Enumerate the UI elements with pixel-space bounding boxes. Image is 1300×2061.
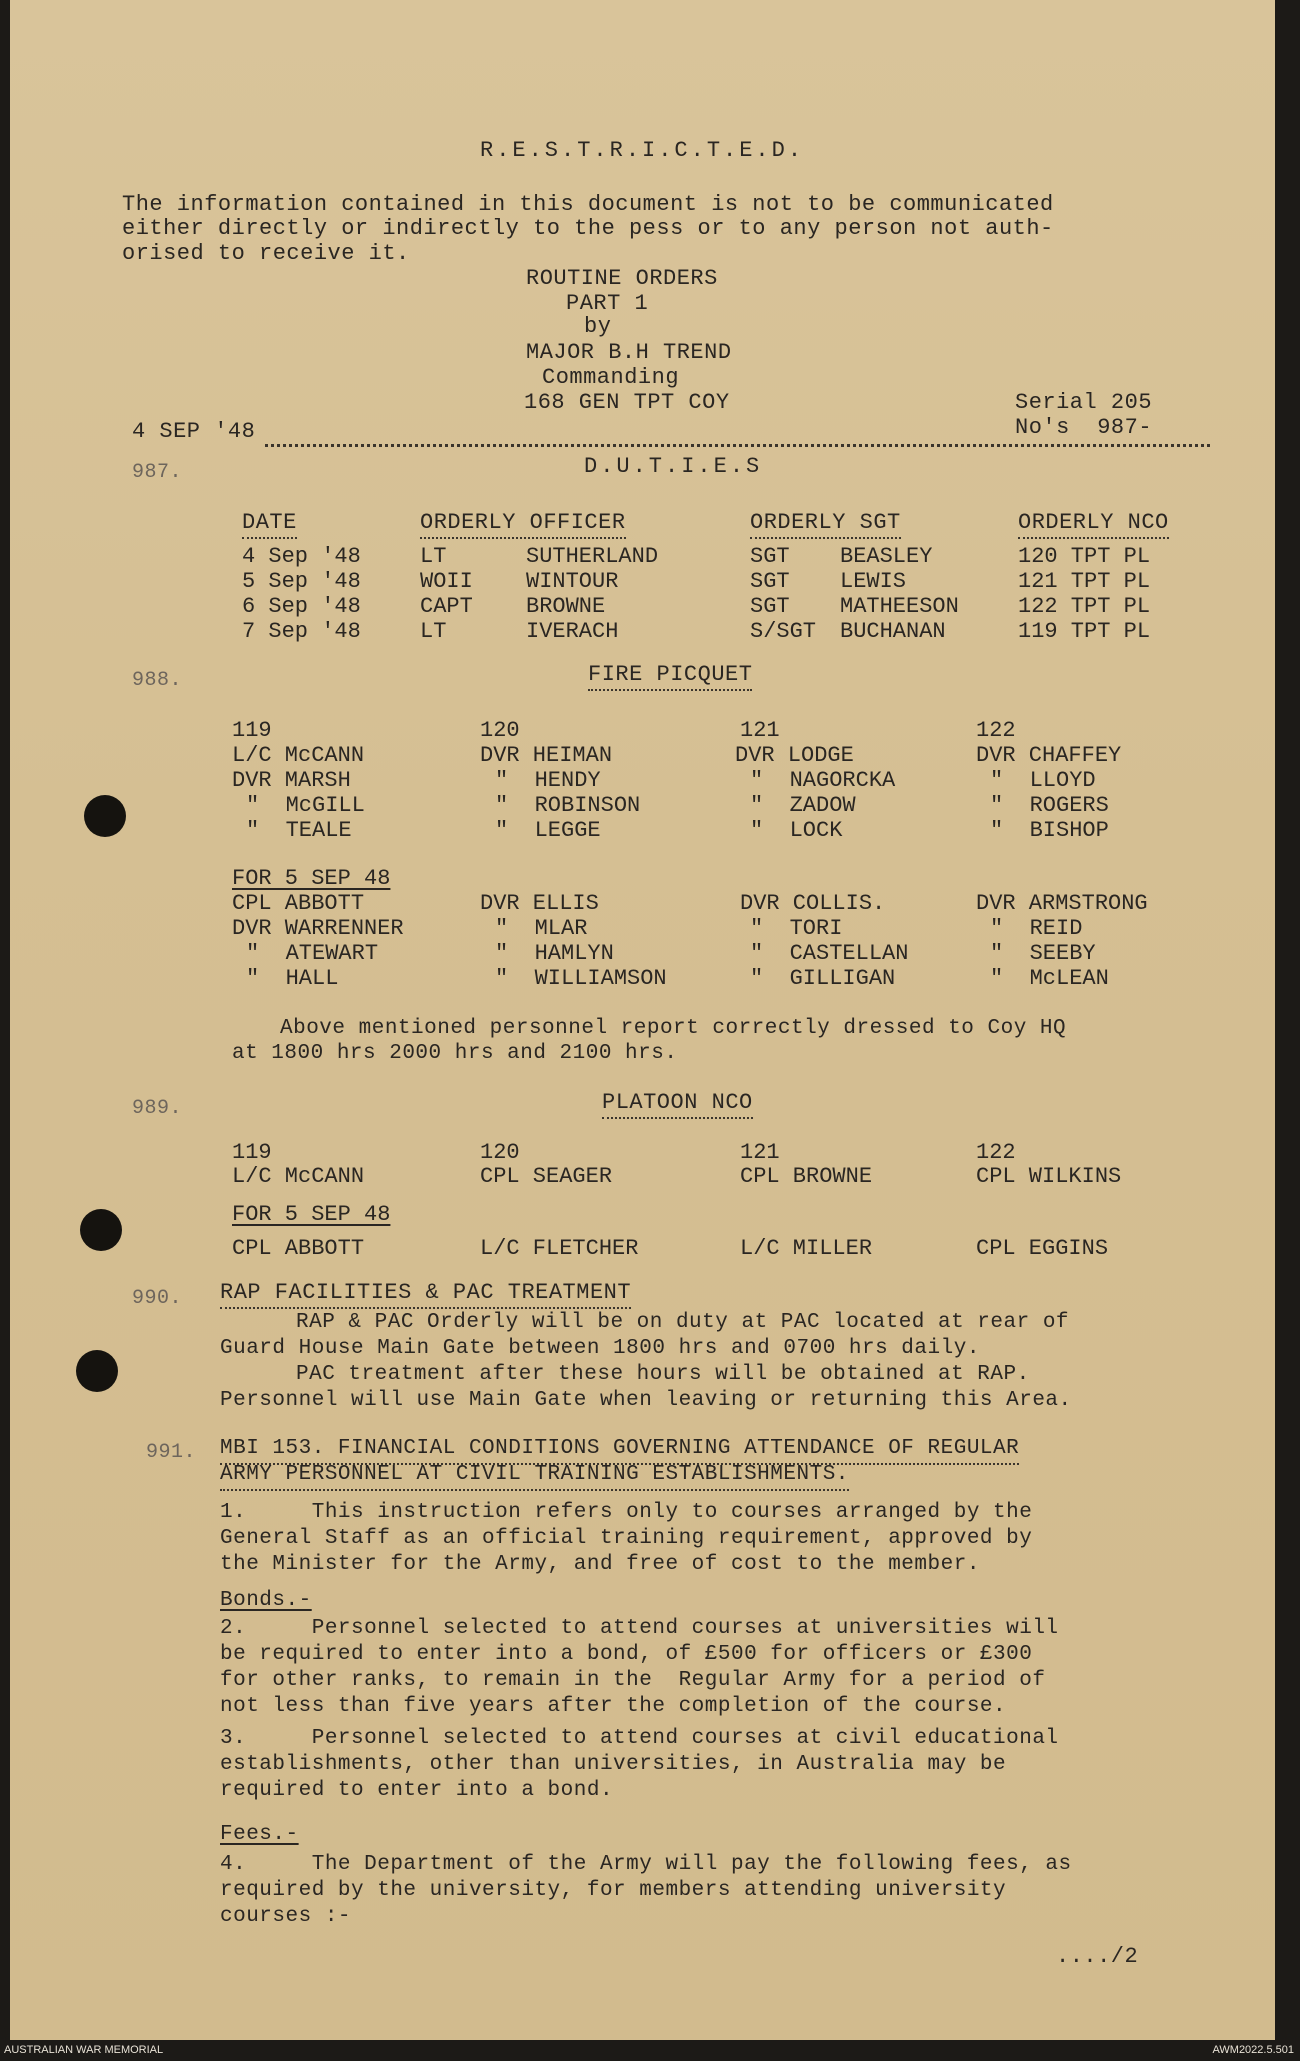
punch-hole xyxy=(80,1209,122,1251)
para-4-line: courses :- xyxy=(220,1905,352,1928)
sgt-name: MATHEESON xyxy=(840,594,959,619)
officer-rank: LT xyxy=(420,619,447,644)
restricted-heading: R.E.S.T.R.I.C.T.E.D. xyxy=(480,138,805,163)
punch-hole xyxy=(84,795,126,837)
picquet-member: DVR COLLIS. xyxy=(740,891,886,916)
nco-platoon: 121 TPT PL xyxy=(1018,569,1151,594)
picquet-member: " MLAR xyxy=(495,916,588,941)
picquet-member: " LEGGE xyxy=(495,818,601,843)
nco-platoon: 120 TPT PL xyxy=(1018,544,1151,569)
platoon-number: 121 xyxy=(740,1140,780,1165)
platoon-number: 120 xyxy=(480,718,520,743)
picquet-member: DVR WARRENNER xyxy=(232,916,404,941)
officer-name: SUTHERLAND xyxy=(526,544,659,569)
duties-heading: D.U.T.I.E.S xyxy=(584,454,763,479)
sgt-name: LEWIS xyxy=(840,569,907,594)
unit-name: 168 GEN TPT COY xyxy=(524,390,730,415)
picquet-member: " ZADOW xyxy=(750,793,856,818)
sgt-name: BEASLEY xyxy=(840,544,933,569)
picquet-member: DVR CHAFFEY xyxy=(976,743,1122,768)
picquet-member: DVR LODGE xyxy=(735,743,854,768)
para-2-line: not less than five years after the completion of the course. xyxy=(220,1695,1007,1718)
duty-date: 7 Sep '48 xyxy=(242,619,361,644)
picquet-member: " HALL xyxy=(246,966,339,991)
para-2-line: for other ranks, to remain in the Regular Army for a period of xyxy=(220,1669,1046,1692)
nco-name: L/C MILLER xyxy=(740,1236,873,1261)
para-3-line: establishments, other than universities, in Australia may be xyxy=(220,1753,1007,1776)
picquet-member: " LLOYD xyxy=(990,768,1096,793)
dotted-divider xyxy=(265,444,1210,447)
document-page xyxy=(10,0,1275,2040)
footer-reference: AWM2022.5.501 xyxy=(1212,2044,1294,2056)
sgt-name: BUCHANAN xyxy=(840,619,946,644)
picquet-member: " NAGORCKA xyxy=(750,768,896,793)
nco-name: CPL ABBOTT xyxy=(232,1236,365,1261)
picquet-member: DVR ELLIS xyxy=(480,891,599,916)
nco-name: L/C FLETCHER xyxy=(480,1236,639,1261)
sgt-rank: S/SGT xyxy=(750,619,817,644)
platoon-number: 122 xyxy=(976,718,1016,743)
duty-date: 5 Sep '48 xyxy=(242,569,361,594)
notice-line-1: The information contained in this document is not to be communicated xyxy=(122,192,1054,217)
part-title: PART 1 xyxy=(566,291,649,316)
picquet-member: " WILLIAMSON xyxy=(495,966,667,991)
commander-name: MAJOR B.H TREND xyxy=(526,340,732,365)
picquet-member: " TORI xyxy=(750,916,843,941)
officer-rank: WOII xyxy=(420,569,473,594)
nco-platoon: 122 TPT PL xyxy=(1018,594,1151,619)
picquet-member: " SEEBY xyxy=(990,941,1096,966)
platoon-number: 121 xyxy=(740,718,780,743)
sgt-rank: SGT xyxy=(750,569,790,594)
para-2-line: 2. Personnel selected to attend courses at universities will xyxy=(220,1617,1059,1640)
notice-line-2: either directly or indirectly to the pess or to any person not auth- xyxy=(122,216,1054,241)
picquet-second-heading: FOR 5 SEP 48 xyxy=(232,866,391,891)
by-line: by xyxy=(584,314,612,339)
para-4-line: 4. The Department of the Army will pay the following fees, as xyxy=(220,1853,1072,1876)
para-3-line: 3. Personnel selected to attend courses at civil educational xyxy=(220,1727,1059,1750)
para-1-line: General Staff as an official training requirement, approved by xyxy=(220,1527,1033,1550)
picquet-member: " TEALE xyxy=(246,818,352,843)
officer-name: BROWNE xyxy=(526,594,606,619)
notice-line-3: orised to receive it. xyxy=(122,241,410,266)
rap-line-3: PAC treatment after these hours will be obtained at RAP. xyxy=(296,1363,1030,1386)
platoon-nco-heading: PLATOON NCO xyxy=(602,1090,753,1119)
picquet-member: " LOCK xyxy=(750,818,843,843)
col-orderly-sgt: ORDERLY SGT xyxy=(750,510,901,539)
picquet-member: DVR HEIMAN xyxy=(480,743,613,768)
para-3-line: required to enter into a bond. xyxy=(220,1779,614,1802)
picquet-member: " REID xyxy=(990,916,1083,941)
mbi-heading-line-2: ARMY PERSONNEL AT CIVIL TRAINING ESTABLISHMENTS. xyxy=(220,1462,849,1491)
order-number-989: 989. xyxy=(132,1097,183,1120)
picquet-member: " GILLIGAN xyxy=(750,966,896,991)
picquet-note-line-1: Above mentioned personnel report correctly dressed to Coy HQ xyxy=(280,1017,1067,1040)
para-2-line: be required to enter into a bond, of £500 for officers or £300 xyxy=(220,1643,1033,1666)
nco-name: L/C McCANN xyxy=(232,1164,365,1189)
picquet-member: DVR MARSH xyxy=(232,768,351,793)
picquet-member: " ROGERS xyxy=(990,793,1109,818)
picquet-member: DVR ARMSTRONG xyxy=(976,891,1148,916)
rap-heading: RAP FACILITIES & PAC TREATMENT xyxy=(220,1280,631,1309)
footer-source: AUSTRALIAN WAR MEMORIAL xyxy=(4,2044,164,2056)
order-number-987: 987. xyxy=(132,461,183,484)
sgt-rank: SGT xyxy=(750,544,790,569)
routine-orders-title: ROUTINE ORDERS xyxy=(526,266,718,291)
duty-date: 4 Sep '48 xyxy=(242,544,361,569)
officer-name: IVERACH xyxy=(526,619,619,644)
fees-heading: Fees.- xyxy=(220,1823,299,1846)
col-orderly-officer: ORDERLY OFFICER xyxy=(420,510,626,539)
platoon-number: 122 xyxy=(976,1140,1016,1165)
fire-picquet-heading: FIRE PICQUET xyxy=(588,662,752,691)
picquet-member: " HENDY xyxy=(495,768,601,793)
col-orderly-nco: ORDERLY NCO xyxy=(1018,510,1169,539)
platoon-number: 119 xyxy=(232,1140,272,1165)
para-1-line: the Minister for the Army, and free of cost to the member. xyxy=(220,1553,980,1576)
mbi-heading-line-1: MBI 153. FINANCIAL CONDITIONS GOVERNING ATTENDANCE OF REGULAR xyxy=(220,1436,1019,1465)
picquet-member: " McLEAN xyxy=(990,966,1109,991)
order-number-991: 991. xyxy=(146,1441,197,1464)
col-date: DATE xyxy=(242,510,297,539)
platoon-number: 120 xyxy=(480,1140,520,1165)
picquet-member: " CASTELLAN xyxy=(750,941,909,966)
officer-name: WINTOUR xyxy=(526,569,619,594)
picquet-member: CPL ABBOTT xyxy=(232,891,365,916)
order-numbers: No's 987- xyxy=(1015,415,1153,440)
platoon-number: 119 xyxy=(232,718,272,743)
rap-line-2: Guard House Main Gate between 1800 hrs and 0700 hrs daily. xyxy=(220,1337,980,1360)
nco-name: CPL BROWNE xyxy=(740,1164,873,1189)
picquet-member: " ATEWART xyxy=(246,941,379,966)
nco-name: CPL SEAGER xyxy=(480,1164,613,1189)
archive-footer xyxy=(0,2040,1300,2061)
bonds-heading: Bonds.- xyxy=(220,1589,312,1612)
picquet-member: " BISHOP xyxy=(990,818,1109,843)
nco-name: CPL WILKINS xyxy=(976,1164,1122,1189)
para-1-line: 1. This instruction refers only to courses arranged by the xyxy=(220,1501,1033,1524)
picquet-member: " HAMLYN xyxy=(495,941,614,966)
order-number-988: 988. xyxy=(132,669,183,692)
picquet-member: " McGILL xyxy=(246,793,365,818)
nco-name: CPL EGGINS xyxy=(976,1236,1109,1261)
rap-line-1: RAP & PAC Orderly will be on duty at PAC located at rear of xyxy=(296,1311,1070,1334)
picquet-member: L/C McCANN xyxy=(232,743,365,768)
serial-number: Serial 205 xyxy=(1015,390,1153,415)
sgt-rank: SGT xyxy=(750,594,790,619)
nco-second-heading: FOR 5 SEP 48 xyxy=(232,1202,391,1227)
punch-hole xyxy=(76,1350,118,1392)
commanding-line: Commanding xyxy=(542,365,680,390)
order-number-990: 990. xyxy=(132,1287,183,1310)
officer-rank: CAPT xyxy=(420,594,473,619)
order-date: 4 SEP '48 xyxy=(132,419,256,444)
officer-rank: LT xyxy=(420,544,447,569)
nco-platoon: 119 TPT PL xyxy=(1018,619,1151,644)
para-4-line: required by the university, for members attending university xyxy=(220,1879,1007,1902)
continued-marker: ..../2 xyxy=(1056,1944,1139,1969)
rap-line-4: Personnel will use Main Gate when leaving or returning this Area. xyxy=(220,1389,1072,1412)
picquet-note-line-2: at 1800 hrs 2000 hrs and 2100 hrs. xyxy=(232,1042,678,1065)
picquet-member: " ROBINSON xyxy=(495,793,641,818)
duty-date: 6 Sep '48 xyxy=(242,594,361,619)
